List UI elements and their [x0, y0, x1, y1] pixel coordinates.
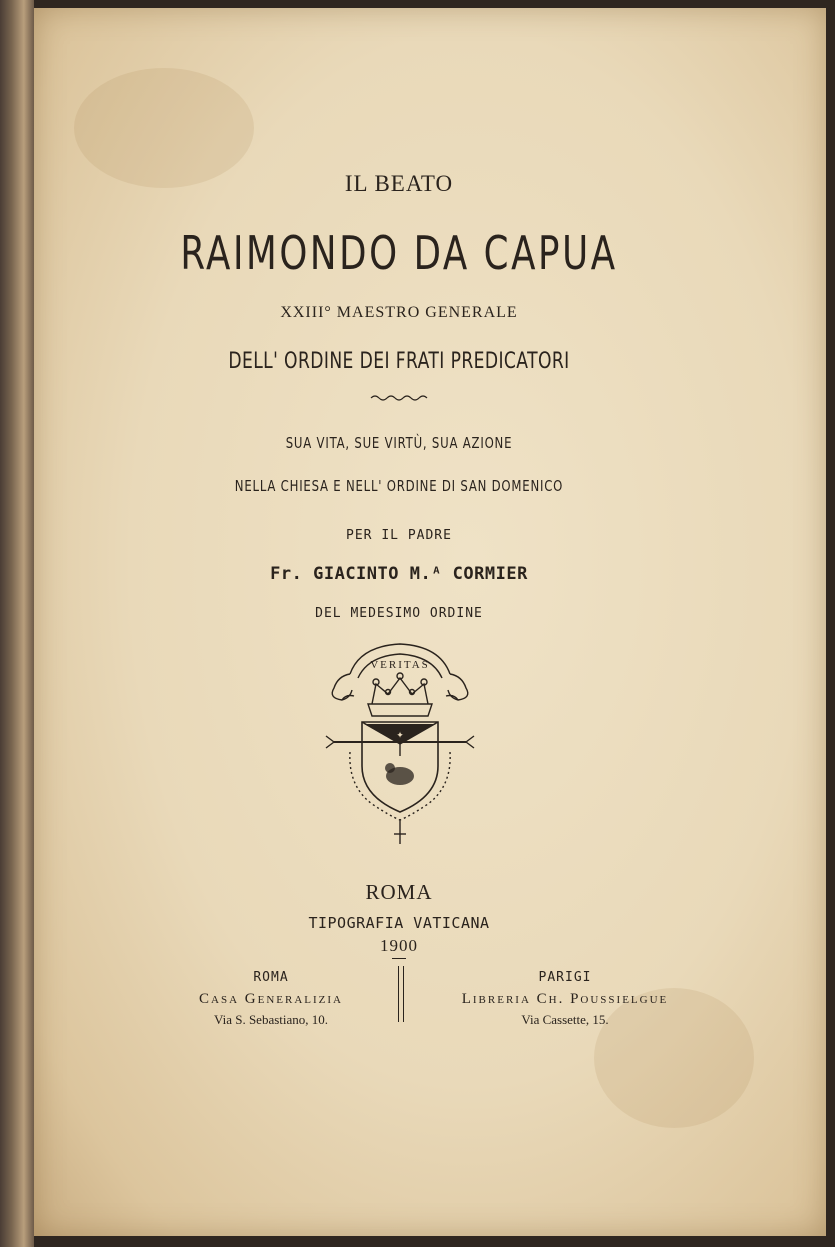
imprint-press: TIPOGRAFIA VATICANA	[308, 914, 490, 932]
title-page	[34, 8, 826, 1236]
distributor-name-paris: Libreria Ch. Poussielgue	[461, 991, 669, 1007]
author-name: Fr. GIACINTO M.ᴬ CORMIER	[270, 564, 528, 584]
maestro-generale-line: XXIII° MAESTRO GENERALE	[280, 304, 518, 321]
main-title: RAIMONDO DA CAPUA	[180, 226, 618, 280]
distributor-city-rome: ROMA	[253, 970, 289, 985]
svg-text:✦: ✦	[396, 731, 404, 741]
paper-stain	[74, 68, 254, 188]
subtitle-chiesa: NELLA CHIESA E NELL' ORDINE DI SAN DOMENICO	[234, 477, 564, 495]
imprint-city: ROMA	[365, 880, 433, 904]
dominican-coat-of-arms	[320, 636, 480, 854]
paper-stain	[594, 988, 754, 1128]
ordine-line: DELL' ORDINE DEI FRATI PREDICATORI	[228, 349, 570, 374]
by-line: PER IL PADRE	[346, 528, 452, 543]
short-rule	[392, 958, 406, 959]
subtitle-vita: SUA VITA, SUE VIRTÙ, SUA AZIONE	[285, 434, 513, 452]
distributor-city-paris: PARIGI	[538, 970, 592, 985]
wavy-rule-ornament	[369, 393, 431, 403]
imprint-year: 1900	[380, 936, 418, 955]
book-binding	[0, 0, 34, 1247]
distributor-address-paris: Via Cassette, 15.	[521, 1012, 609, 1027]
distributor-name-rome: Casa Generalizia	[199, 991, 343, 1007]
emblem-motto: VERITAS	[370, 659, 430, 671]
heading-il-beato: IL BEATO	[344, 171, 454, 196]
distributor-address-rome: Via S. Sebastiano, 10.	[213, 1012, 329, 1027]
author-note: DEL MEDESIMO ORDINE	[315, 606, 483, 621]
